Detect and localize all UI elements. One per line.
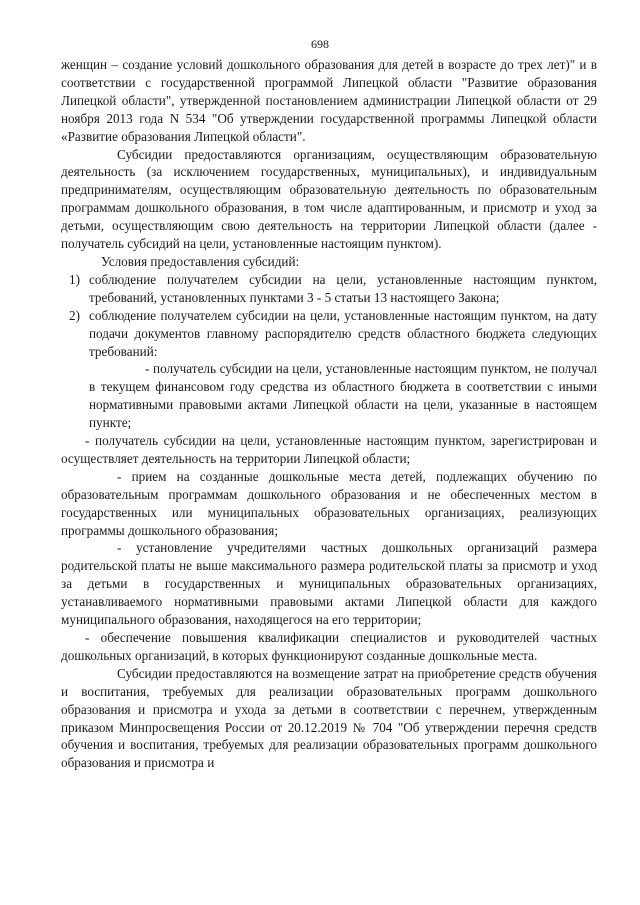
- paragraph-subsidy-recipients: Субсидии предоставляются организациям, осуществляющим образовательную деятельность (за исключением государственных, муниципальных), и индивидуальным предпринимателям, осуществляющим образовательную деятельность по образовательным программам дошкольного образования, в том числе адаптированным, и присмотр и уход за детьми, осуществляющим свою деятельность на территории Липецкой области (далее - получатель субсидий на цели, установленные настоящим пунктом).: [61, 146, 597, 252]
- paragraph-conditions-heading: Условия предоставления субсидий:: [101, 253, 300, 269]
- paragraph-continuation: женщин – создание условий дошкольного образования для детей в возрасте до трех лет)" и в соответствии с государственной программой Липецкой области "Развитие образования Липецкой области", утвержденной постановлением администрации Липецкой области от 29 ноября 2013 года N 534 "Об утверждении государственной программы Липецкой области «Развитие образования Липецкой области".: [61, 57, 597, 144]
- requirement-item: - установление учредителями частных дошкольных организаций размера родительской платы не выше максимального размера родительской платы за присмотр и уход за детьми в государственных и муниципальных образовательных организациях, устанавливаемого нормативными правовыми актами Липецкой области для каждого муниципального образования, находящегося на его территории;: [61, 540, 597, 628]
- list-item-text: соблюдение получателем субсидии на цели, установленные настоящим пунктом, требований, установленных пунктами 3 - 5 статьи 13 настоящего Закона;: [89, 271, 597, 305]
- requirement-item: - обеспечение повышения квалификации специалистов и руководителей частных дошкольных организаций, в которых функционируют созданные дошкольные места.: [61, 630, 597, 663]
- requirement-item: - прием на созданные дошкольные места детей, подлежащих обучению по образовательным программам дошкольного образования и не обеспеченных местом в государственных или муниципальных образовательных организациях, реализующих программы дошкольного образования;: [61, 468, 597, 538]
- page-number: 698: [311, 37, 329, 51]
- list-item-number: 2): [69, 307, 80, 323]
- list-item-text: соблюдение получателем субсидии на цели, установленные настоящим пунктом, на дату подачи документов главному распорядителю средств областного бюджета следующих требований:: [89, 307, 597, 359]
- list-item-number: 1): [69, 271, 80, 287]
- conditions-list: [61, 271, 597, 361]
- requirement-item: - получатель субсидии на цели, установленные настоящим пунктом, зарегистрирован и осуществляет деятельность на территории Липецкой области;: [61, 433, 597, 466]
- requirement-item: - получатель субсидии на цели, установленные настоящим пунктом, не получал в текущем финансовом году средства из областного бюджета в соответствии с иными нормативными правовыми актами Липецкой области на цели, указанные в настоящем пункте;: [89, 361, 597, 431]
- paragraph-closing: Субсидии предоставляются на возмещение затрат на приобретение средств обучения и воспитания, требуемых для реализации образовательных программ дошкольного образования и присмотра и ухода за детьми в соответствии с перечнем, утвержденным приказом Минпросвещения России от 20.12.2019 № 704 "Об утверждении перечня средств обучения и воспитания, требуемых для реализации образовательных программ дошкольного образования и присмотра и: [61, 665, 597, 771]
- document-body: [61, 56, 597, 772]
- list-item: [61, 307, 597, 361]
- list-item: [61, 271, 597, 307]
